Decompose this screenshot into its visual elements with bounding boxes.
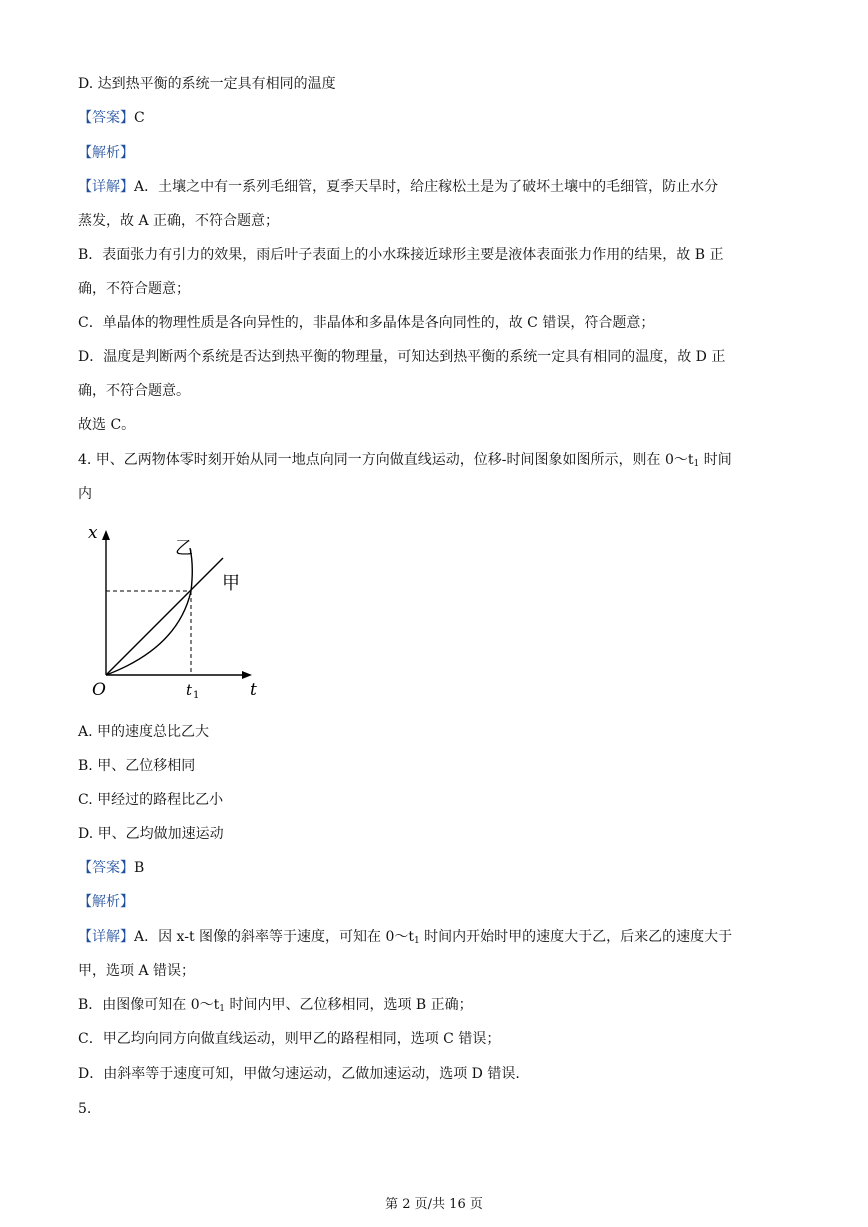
q4-detail-b bbox=[78, 996, 473, 1018]
t1-subscript: 1 bbox=[193, 690, 200, 701]
t-axis-label: t bbox=[250, 680, 257, 700]
q3-detail-a-line2: 蒸发，故 A 正确，不符合题意； bbox=[78, 213, 280, 229]
detail-text: B．由图像可知在 0～t bbox=[78, 997, 220, 1013]
q4-option-b: B. 甲、乙位移相同 bbox=[78, 758, 196, 774]
q4-detail-a-line2: 甲，选项 A 错误； bbox=[78, 963, 196, 979]
q5-number: 5. bbox=[78, 1101, 92, 1117]
detail-text-end: 时间内开始时甲的速度大于乙，后来乙的速度大于 bbox=[419, 929, 733, 945]
stem-text-end: 时间 bbox=[699, 452, 732, 468]
detail-text: A．因 x-t 图像的斜率等于速度，可知在 0～t bbox=[134, 929, 414, 945]
q4-answer bbox=[78, 859, 144, 877]
t-axis-arrow bbox=[242, 671, 252, 679]
q3-detail-d-line1: D．温度是判断两个系统是否达到热平衡的物理量，可知达到热平衡的系统一定具有相同的温度，故 D 正 bbox=[78, 349, 726, 365]
q4-analysis-tag: 【解析】 bbox=[78, 894, 134, 910]
q3-answer bbox=[78, 109, 145, 127]
q4-option-c: C. 甲经过的路程比乙小 bbox=[78, 792, 224, 808]
detail-subscript: 1 bbox=[414, 936, 420, 946]
x-axis-label: x bbox=[88, 523, 98, 543]
q3-detail-d-line2: 确，不符合题意。 bbox=[78, 383, 190, 399]
q3-option-d: D. 达到热平衡的系统一定具有相同的温度 bbox=[78, 76, 336, 92]
q4-option-a: A. 甲的速度总比乙大 bbox=[78, 724, 210, 740]
q3-analysis-tag: 【解析】 bbox=[78, 145, 134, 161]
q4-detail-d: D．由斜率等于速度可知，甲做匀速运动，乙做加速运动，选项 D 错误. bbox=[78, 1066, 520, 1082]
t1-label: t bbox=[186, 681, 193, 699]
q4-detail-a-line1 bbox=[78, 928, 732, 950]
answer-tag: 【答案】 bbox=[78, 110, 134, 126]
q3-detail-c: C．单晶体的物理性质是各向异性的，非晶体和多晶体是各向同性的，故 C 错误，符合题意； bbox=[78, 315, 655, 331]
stem-subscript: 1 bbox=[693, 459, 700, 469]
q4-option-d: D. 甲、乙均做加速运动 bbox=[78, 826, 224, 842]
q3-detail-b-line2: 确，不符合题意； bbox=[78, 281, 190, 297]
answer-value: B bbox=[134, 860, 145, 876]
page-footer: 第 2 页/共 16 页 bbox=[385, 1197, 483, 1212]
q3-detail-a-line1 bbox=[78, 178, 718, 196]
detail-tag: 【详解】 bbox=[78, 179, 134, 195]
line-jia bbox=[106, 558, 223, 675]
curve-yi-label: 乙 bbox=[175, 538, 193, 559]
xt-graph bbox=[80, 518, 270, 708]
q4-detail-c: C．甲乙均向同方向做直线运动，则甲乙的路程相同，选项 C 错误； bbox=[78, 1031, 501, 1047]
detail-subscript: 1 bbox=[219, 1004, 226, 1014]
q4-stem-line2: 内 bbox=[78, 486, 92, 502]
x-axis-arrow bbox=[102, 530, 110, 540]
q3-detail-b-line1: B．表面张力有引力的效果，雨后叶子表面上的小水珠接近球形主要是液体表面张力作用的结果，故 B 正 bbox=[78, 247, 724, 263]
detail-text-end: 时间内甲、乙位移相同，选项 B 正确； bbox=[225, 997, 473, 1013]
answer-tag: 【答案】 bbox=[78, 860, 134, 876]
origin-label: O bbox=[92, 680, 106, 700]
curve-yi bbox=[106, 548, 192, 675]
detail-text: A．土壤之中有一系列毛细管，夏季天旱时，给庄稼松土是为了破坏土壤中的毛细管，防止水分 bbox=[134, 179, 719, 195]
stem-text: 4. 甲、乙两物体零时刻开始从同一地点向同一方向做直线运动，位移-时间图象如图所示，则在 0～t bbox=[78, 452, 694, 468]
detail-tag: 【详解】 bbox=[78, 929, 134, 945]
q3-conclusion: 故选 C。 bbox=[78, 417, 136, 433]
answer-value: C bbox=[134, 110, 145, 126]
q4-stem-line1 bbox=[78, 451, 732, 473]
line-jia-label: 甲 bbox=[222, 573, 240, 594]
